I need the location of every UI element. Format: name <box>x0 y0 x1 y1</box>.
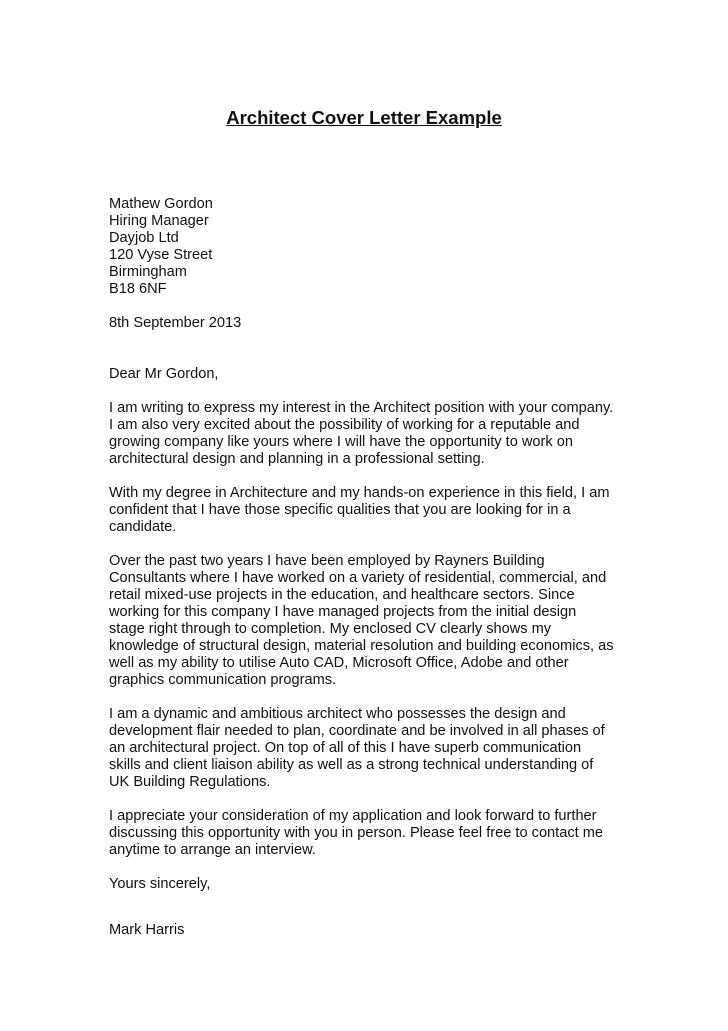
address-line: 120 Vyse Street <box>109 247 213 263</box>
paragraph-line: UK Building Regulations. <box>109 774 271 790</box>
address-line: B18 6NF <box>109 281 167 297</box>
recipient-address <box>109 196 213 298</box>
closing: Yours sincerely, <box>109 876 211 892</box>
paragraph-line: stage right through to completion. My enclosed CV clearly shows my <box>109 621 552 637</box>
paragraph-line: I am a dynamic and ambitious architect who possesses the design and <box>109 706 566 722</box>
paragraph-line: skills and client liaison ability as well as a strong technical understanding of <box>109 757 594 773</box>
paragraph-line: candidate. <box>109 519 177 535</box>
paragraph-line: I am also very excited about the possibility of working for a reputable and <box>109 417 580 433</box>
paragraph-line: growing company like yours where I will have the opportunity to work on <box>109 434 573 450</box>
body-paragraph <box>109 553 614 689</box>
body-paragraph <box>109 808 603 859</box>
paragraph-line: I appreciate your consideration of my application and look forward to further <box>109 808 597 824</box>
letter-date: 8th September 2013 <box>109 315 242 331</box>
salutation: Dear Mr Gordon, <box>109 366 219 382</box>
paragraph-line: architectural design and planning in a professional setting. <box>109 451 485 467</box>
body-paragraph <box>109 485 609 536</box>
address-line: Hiring Manager <box>109 213 209 229</box>
paragraph-line: I am writing to express my interest in the Architect position with your company. <box>109 400 614 416</box>
address-line: Mathew Gordon <box>109 196 213 212</box>
paragraph-line: an architectural project. On top of all of this I have superb communication <box>109 740 582 756</box>
paragraph-line: graphics communication programs. <box>109 672 337 688</box>
paragraph-line: development flair needed to plan, coordinate and be involved in all phases of <box>109 723 605 739</box>
paragraph-line: retail mixed-use projects in the education, and healthcare sectors. Since <box>109 587 575 603</box>
paragraph-line: With my degree in Architecture and my hands-on experience in this field, I am <box>109 485 610 501</box>
paragraph-line: well as my ability to utilise Auto CAD, Microsoft Office, Adobe and other <box>109 655 569 671</box>
paragraph-line: anytime to arrange an interview. <box>109 842 316 858</box>
paragraph-line: knowledge of structural design, material resolution and building economics, as <box>109 638 614 654</box>
paragraph-line: Consultants where I have worked on a variety of residential, commercial, and <box>109 570 607 586</box>
paragraph-line: confident that I have those specific qualities that you are looking for in a <box>109 502 571 518</box>
document-title: Architect Cover Letter Example <box>226 107 502 128</box>
address-line: Dayjob Ltd <box>109 230 179 246</box>
paragraph-line: Over the past two years I have been employed by Rayners Building <box>109 553 545 569</box>
body-paragraph <box>109 706 605 791</box>
address-line: Birmingham <box>109 264 187 280</box>
paragraph-line: working for this company I have managed projects from the initial design <box>109 604 577 620</box>
signature-name: Mark Harris <box>109 922 185 938</box>
body-paragraph <box>109 400 613 468</box>
paragraph-line: discussing this opportunity with you in person. Please feel free to contact me <box>109 825 604 841</box>
